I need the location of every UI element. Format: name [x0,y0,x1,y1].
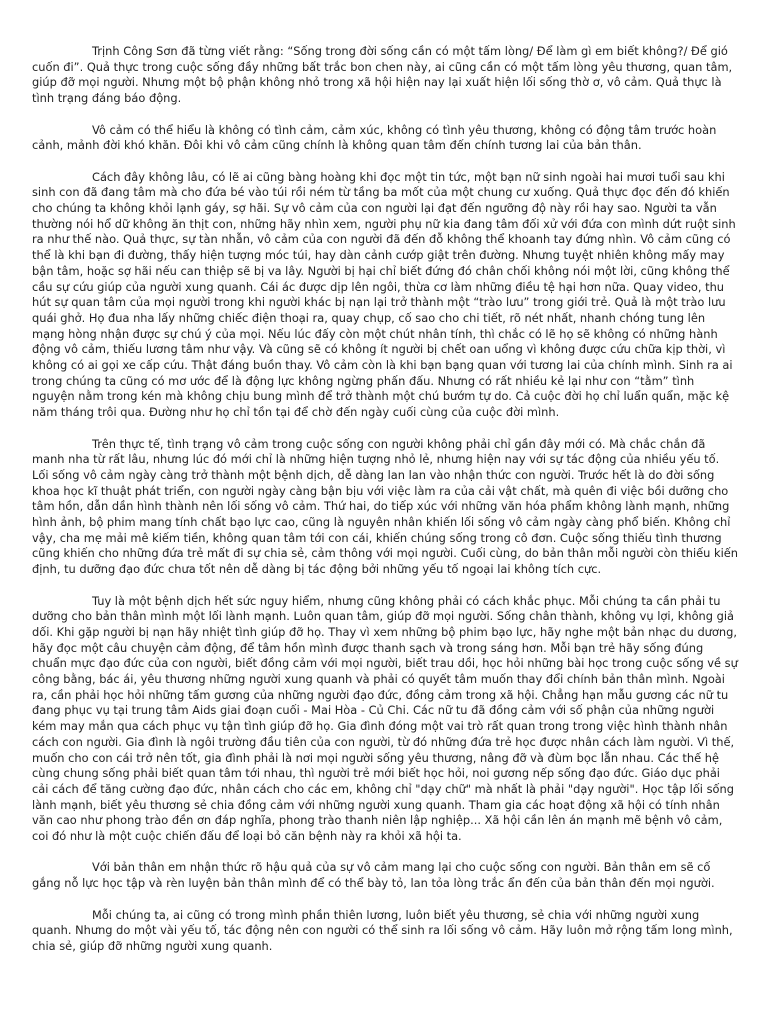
paragraph-self-reflection: Với bản thân em nhận thức rõ hậu quả của sự vô cảm mang lại cho cuộc sống con người. Bản thân em sẽ cố gắng nỗ lực học tập và rèn luyện bản thân mình để có thể bày tỏ, lan tỏa lòng trắc ẩn đến của bản thân đến mọi người. [32,860,715,891]
paragraph-solutions: Tuy là một bệnh dịch hết sức nguy hiểm, nhưng cũng không phải có cách khắc phục. Mỗi chúng ta cần phải tu dưỡng cho bản thân mình một lối lành mạnh. Luôn quan tâm, giúp đỡ mọi người. Sống chân thành, không vụ lợi, không giả dối. Khi gặp người bị nạn hãy nhiệt tình giúp đỡ họ. Thay vì xem những bộ phim bạo lực, hãy nghe một bản nhạc du dương, hãy đọc một câu chuyện cảm động, để tâm hồn mình được thanh sạch và trong sáng hơn. Mỗi bạn trẻ hãy sống đúng chuẩn mực đạo đức của con người, biết đồng cảm với mọi người, biết trau dồi, học hỏi những bài học trong cuộc sống về sự công bằng, bác ái, yêu thương những người xung quanh và phải có quyết tâm muốn thay đổi chính bản thân mình. Ngoài ra, cần phải học hỏi những tấm gương của những người đạo đức, đồng cảm trong xã hội. Chẳng hạn mẫu gương các nữ tu đang phục vụ tại trung tâm Aids giai đoạn cuối - Mai Hòa - Củ Chi. Các nữ tu đã đồng cảm với số phận của những người kém may mắn qua cách phục vụ tận tình giúp đỡ họ. Gia đình đóng một vai trò rất quan trong trong việc hình thành nhân cách con người. Gia đình là ngôi trường đầu tiên của con người, từ đó những đứa trẻ học được nhân cách làm người. Vì thế, muốn cho con cái trở nên tốt, gia đình phải là nơi mọi người sống yêu thương, nâng đỡ và đùm bọc lẫn nhau. Các thế hệ cùng chung sống phải biết quan tâm tới nhau, thì người trẻ mới biết học hỏi, noi gương nếp sống đạo đức. Giáo dục phải cải cách để tăng cường đạo đức, nhân cách cho các em, không chỉ "dạy chữ" mà nhất là phải "dạy người". Học tập lối sống lành mạnh, biết yêu thương sẻ chia đồng cảm với những người xung quanh. Tham gia các hoạt động xã hội có tính nhân văn cao như phong trào đền ơn đáp nghĩa, phong trào thanh niên lập nghiệp... Xã hội cần lên án mạnh mẽ bệnh vô cảm, coi đó như là một cuộc chiến đấu để loại bỏ căn bệnh này ra khỏi xã hội ta. [32,593,738,844]
paragraph-examples: Cách đây không lâu, có lẽ ai cũng bàng hoàng khi đọc một tin tức, một bạn nữ sinh ngoài hai mươi tuổi sau khi sinh con đã đang tâm mà cho đứa bé vào túi rồi ném từ tầng ba mốt của một chung cư xuống. Quả thực đọc đến đó khiến cho chúng ta không khỏi lạnh gáy, sợ hãi. Sự vô cảm của con người lại đạt đến ngưỡng độ này rồi hay sao. Người ta vẫn thường nói hổ dữ không ăn thịt con, những hãy nhìn xem, người phụ nữ kia đang tâm đối xử với đứa con mình dứt ruột sinh ra như thế nào. Quả thực, sự tàn nhẫn, vô cảm của con người đã đến đỗ không thể khoanh tay đứng nhìn. Vô cảm cũng có thể là khi bạn đi đường, thấy hiện tượng móc túi, hay dàn cảnh cướp giật trên đường. Nhưng tuyệt nhiên không mấy may bận tâm, hoặc sợ hãi nếu can thiệp sẽ bị va lây. Người bị hại chỉ biết đứng đó chân chối không nói một lời, cũng không thể cầu sự cứu giúp của người xung quanh. Cái ác được dịp lên ngôi, thừa cơ làm những điều tệ hại hơn nữa. Quay video, thu hút sự quan tâm của mọi người trong khi người khác bị nạn lại trở thành một “trào lưu” trong giới trẻ. Quả là một trào lưu quái ghở. Họ đua nha lấy những chiếc điện thoại ra, quay chụp, cố sao cho chi tiết, rõ nét nhất, nhanh chóng tung lên mạng hòng nhận được sự chú ý của mọi. Nếu lúc đấy còn một chút nhân tính, thì chắc có lẽ họ sẽ không có những hành động vô cảm, thiếu lương tâm như vậy. Và cũng sẽ có không ít người bị chết oan uổng vì không được cứu chữa kịp thời, vì không có ai gọi xe cấp cứu. Thật đáng buồn thay. Vô cảm còn là khi bạn bạng quan với tương lai của chính mình. Sinh ra ai trong chúng ta cũng có mơ ước để là động lực không ngừng phấn đấu. Nhưng có rất nhiều kẻ lại như con “tằm” tình nguyện nằm trong kén mà không chịu bung mình để trở thành một chú bướm tự do. Cả cuộc đời họ chỉ luẩn quẩn, mặc kệ năm tháng trôi qua. Đường như họ chỉ tồn tại để chờ đến ngày cuối cùng của cuộc đời mình. [32,169,736,420]
paragraph-intro: Trịnh Công Sơn đã từng viết rằng: “Sống trong đời sống cần có một tấm lòng/ Để làm gì em biết không?/ Để gió cuốn đi”. Quả thực trong cuộc sống đầy những bất trắc bon chen này, ai cũng cần có một tấm lòng yêu thương, quan tâm, giúp đỡ mọi người. Nhưng một bộ phận không nhỏ trong xã hội hiện nay lại xuất hiện lối sống thờ ơ, vô cảm. Quả thực là tình trạng đáng báo động. [32,44,733,106]
paragraph-conclusion: Mỗi chúng ta, ai cũng có trong mình phần thiên lương, luôn biết yêu thương, sẻ chia với những người xung quanh. Nhưng do một vài yếu tố, tác động nên con người có thể sinh ra lối sống vô cảm. Hãy luôn mở rộng tấm long mình, chia sẻ, giúp đỡ những người xung quanh. [32,907,733,953]
paragraph-causes: Trên thực tế, tình trạng vô cảm trong cuộc sống con người không phải chỉ gần đây mới có. Mà chắc chắn đã manh nha từ rất lâu, nhưng lúc đó mới chỉ là những hiện tượng nhỏ lẻ, nhưng hiện nay với sự tác động của nhiều yếu tố. Lối sống vô cảm ngày càng trở thành một bệnh dịch, dễ dàng lan lan vào nhận thức con người. Trước hết là do đời sống khoa học kĩ thuật phát triển, con người ngày càng bận bịu với việc làm ra của cải vật chất, mà quên đi việc bồi dưỡng cho tâm hồn, dẫn dần hình thành nên lối sống vô cảm. Thứ hai, do tiếp xúc với những văn hóa phẩm không lành mạnh, những hình ảnh, bộ phim mang tính chất bạo lực cao, cũng là nguyên nhân khiến lối sống vô cảm ngày càng phổ biến. Không chỉ vậy, cha mẹ mải mê kiếm tiền, không quan tâm tới con cái, khiến chúng sống trong cô đơn. Cuộc sống thiếu tình thương cũng khiến cho những đứa trẻ mất đi sự chia sẻ, cảm thông với mọi người. Cuối cùng, do bản thân mỗi người còn thiếu kiến định, tu dưỡng đạo đức chưa tốt nên dễ dàng bị tác động bởi những yếu tố ngoại lai không tích cực. [32,436,738,577]
paragraph-definition: Vô cảm có thể hiểu là không có tình cảm, cảm xúc, không có tình yêu thương, không có động tâm trước hoàn cảnh, mảnh đời khó khăn. Đôi khi vô cảm cũng chính là không quan tâm đến chính tương lai của bản thân. [32,122,717,153]
